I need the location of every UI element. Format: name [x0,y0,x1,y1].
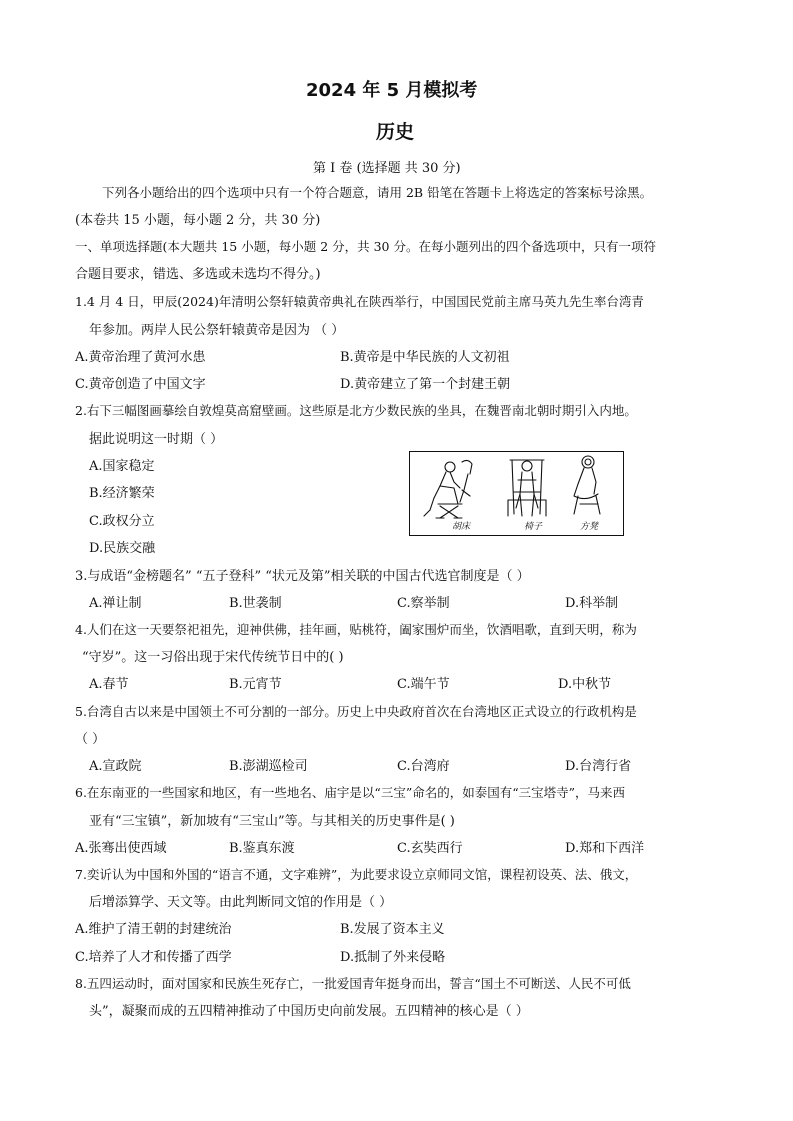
question-5-option-a: A.宣政院 [89,759,142,774]
question-4-option-b: B.元宵节 [229,677,282,692]
question-5-option-c: C.台湾府 [397,759,450,774]
question-2-text-line-1: 2.右下三幅图画摹绘自敦煌莫高窟壁画。这些原是北方少数民族的坐具，在魏晋南北朝时期引入内地。 [75,403,637,418]
question-6-option-c: C.玄奘西行 [397,841,463,856]
question-3-option-d: D.科举制 [565,596,619,611]
question-1-text-line-2: 年参加。两岸人民公祭轩辕黄帝是因为 （ ） [89,323,345,338]
folding-stool-drawing [424,460,472,518]
caption-folding-stool: 胡床 [452,522,471,532]
question-2-option-d: D.民族交融 [89,541,156,556]
question-4-option-a: A.春节 [89,677,129,692]
question-3-option-b: B.世袭制 [229,596,282,611]
section-heading: 第 I 卷 (选择题 共 30 分) [313,161,461,176]
instruction-line-2: (本卷共 15 小题，每小题 2 分，共 30 分) [75,213,321,228]
question-4-text-line-2: “守岁”。这一习俗出现于宋代传统节日中的( ) [82,650,344,665]
caption-square-stool: 方凳 [580,522,599,532]
caption-chair: 椅子 [524,522,543,532]
question-3-option-a: A.禅让制 [89,596,142,611]
question-6-text-line-2: 亚有“三宝镇”，新加坡有“三宝山”等。与其相关的历史事件是( ) [89,814,455,829]
exam-title: 2024 年 5 月模拟考 [306,80,478,101]
question-6-option-a: A.张骞出使西域 [75,841,167,856]
question-2-option-b: B.经济繁荣 [89,486,155,501]
subject-title: 历史 [376,121,415,143]
question-6-option-b: B.鉴真东渡 [229,841,295,856]
question-5-option-b: B.澎湖巡检司 [229,759,308,774]
question-4-option-c: C.端午节 [397,677,450,692]
question-5-option-d: D.台湾行省 [565,759,632,774]
instruction-line-1: 下列各小题给出的四个选项中只有一个符合题意，请用 2B 铅笔在答题卡上将选定的答案标号涂黑。 [102,185,653,200]
question-2-option-c: C.政权分立 [89,514,155,529]
question-1-option-c: C.黄帝创造了中国文字 [75,377,206,392]
question-8-text-line-2: 头”，凝聚而成的五四精神推动了中国历史向前发展。五四精神的核心是（ ） [89,1004,529,1019]
question-1-option-a: A.黄帝治理了黄河水患 [75,350,206,365]
question-2-text-line-2: 据此说明这一时期（ ） [89,432,224,447]
question-4-text-line-1: 4.人们在这一天要祭祀祖先，迎神供佛，挂年画，贴桃符，阖家围炉而坐，饮酒唱歌，直到天明，称为 [75,622,637,637]
question-3-option-c: C.察举制 [397,596,450,611]
question-7-option-c: C.培养了人才和传播了西学 [75,950,232,965]
question-6-option-d: D.郑和下西洋 [565,841,645,856]
stool-drawing [574,456,600,514]
part-heading-line-1: 一、单项选择题(本大题共 15 小题，每小题 2 分，共 30 分。在每小题列出的四个备选项中，只有一项符 [75,239,656,254]
question-1-option-b: B.黄帝是中华民族的人文初祖 [340,350,510,365]
question-5-text-line-2: （ ） [75,732,106,747]
question-7-option-b: B.发展了资本主义 [340,922,445,937]
question-2-option-a: A.国家稳定 [89,459,155,474]
question-4-option-d: D.中秋节 [558,677,612,692]
mural-seating-figure [409,451,624,536]
question-7-option-a: A.维护了清王朝的封建统治 [75,922,232,937]
question-7-option-d: D.抵制了外来侵略 [340,950,446,965]
question-1-text-line-1: 1.4 月 4 日，甲辰(2024)年清明公祭轩辕黄帝典礼在陕西举行，中国国民党前主席马英九先生率台湾青 [75,294,644,309]
question-3-text: 3.与成语“金榜题名” “五子登科” “状元及第”相关联的中国古代选官制度是（ ） [75,569,530,584]
question-8-text-line-1: 8.五四运动时，面对国家和民族生死存亡，一批爱国青年挺身而出，誓言“国土不可断送、人民不可低 [75,976,631,991]
question-6-text-line-1: 6.在东南亚的一些国家和地区，有一些地名、庙宇是以“三宝”命名的，如泰国有“三宝塔寺”，马来西 [75,785,625,800]
part-heading-line-2: 合题目要求，错选、多选或未选均不得分。) [75,267,321,282]
chair-drawing [508,460,546,516]
question-7-text-line-2: 后增添算学、天文等。由此判断同文馆的作用是（ ） [89,895,393,910]
question-1-option-d: D.黄帝建立了第一个封建王朝 [340,377,511,392]
question-5-text-line-1: 5.台湾自古以来是中国领土不可分割的一部分。历史上中央政府首次在台湾地区正式设立的行政机构是 [75,704,637,719]
question-7-text-line-1: 7.奕䜣认为中国和外国的“语言不通，文字难辨”，为此要求设立京师同文馆，课程初设英、法、俄文， [75,867,638,882]
